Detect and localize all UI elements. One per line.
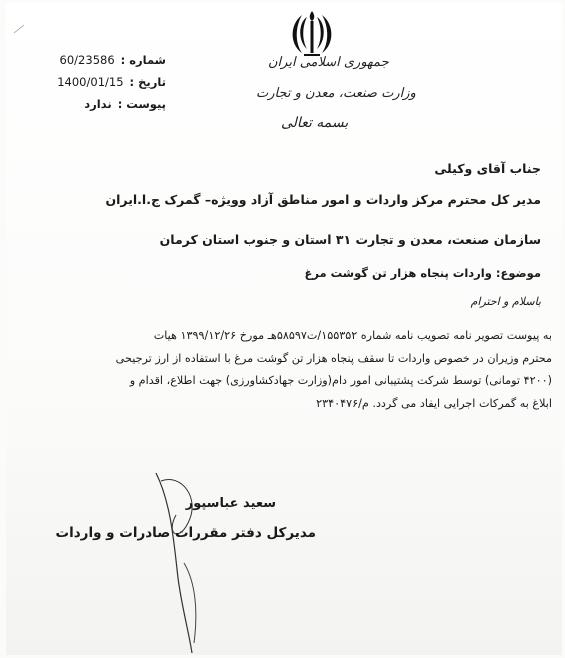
iran-emblem-icon [287,7,337,59]
date-value: 1400/01/15 [57,75,124,89]
addressee-name: جناب آقای وکیلی [434,161,541,176]
subject-line: موضوع: واردات پنجاه هزار تن گوشت مرغ [304,266,541,280]
letter-page [6,3,562,655]
addressee-position: مدیر کل محترم مرکز واردات و امور مناطق آزاد وویژه– گمرک ج.ا.ایران [105,192,541,207]
body-line: به پیوست تصویر نامه تصویب نامه شماره ۱۵۵۳۵۲/ت۵۸۵۹۷هـ مورخ ۱۳۹۹/۱۲/۲۶ هیات [153,329,552,342]
attachment-label: پیوست : [117,97,166,111]
letter-meta [28,49,166,115]
date-row [28,71,166,93]
number-row [28,49,166,71]
body-line: (۴۲۰۰ تومانی) توسط شرکت پشتیبانی امور دام(وزارت جهادکشاورزی) جهت اطلاع، اقدام و [129,374,552,387]
addressee-organization: سازمان صنعت، معدن و تجارت ۳۱ استان و جنوب استان کرمان [159,232,541,247]
attachment-value: ندارد [84,97,112,111]
letter-body [28,325,552,415]
body-line: ابلاغ به گمرکات اجرایی ایفاد می گردد. م/۲۳۴۰۴۷۶ [316,396,552,410]
ministry-name: وزارت صنعت، معدن و تجارت [256,86,416,101]
signatory-name: سعید عباسپور [185,496,276,511]
bismillah: بسمه تعالی [281,115,349,131]
date-label: تاریخ : [129,75,166,89]
greeting: باسلام و احترام [470,295,541,308]
number-value: 60/23586 [59,53,115,67]
attachment-row [28,93,166,115]
signatory-title: مدیرکل دفتر مقررات صادرات و واردات [55,525,316,541]
number-label: شماره : [120,53,166,67]
country-name: جمهوری اسلامی ایران [268,55,389,70]
body-line: محترم وزیران در خصوص واردات تا سقف پنجاه هزار تن گوشت مرغ با استفاده از ارز ترجیحی [115,351,552,365]
